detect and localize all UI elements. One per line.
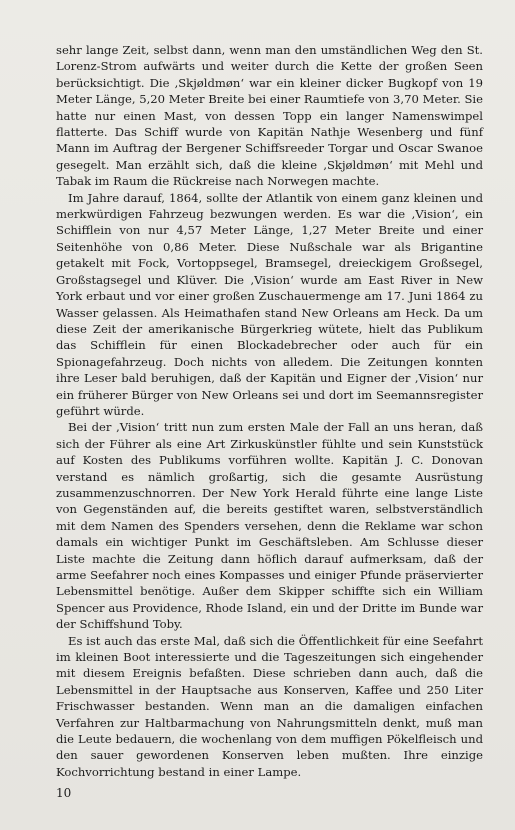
paragraph-4: Es ist auch das erste Mal, daß sich die Öffentlichkeit für eine Seefahrt im kleinen Boot interessierte und die Tageszeitungen sich eingehender mit diesem Ereignis befaßten. Diese schrieben dann auch, daß die Lebensmittel in der Hauptsache aus Konserven, Kaffee und 250 Liter Frischwasser bestanden. Wenn man an die damaligen einfachen Verfahren zur Haltbarmachung von Nahrungsmitteln denkt, muß man die Leute bedauern, die wochenlang von dem muffigen Pökelfleisch und den sauer gewordenen Konserven leben mußten. Ihre einzige Kochvorrichtung bestand in einer Lampe. <box>56 633 483 779</box>
body-text <box>56 42 483 780</box>
paragraph-2: Im Jahre darauf, 1864, sollte der Atlantik von einem ganz kleinen und merkwürdigen Fahrzeug bezwungen werden. Es war die ‚Vision‘, ein Schifflein von nur 4,57 Meter Länge, 1,27 Meter Breite und einer Seitenhöhe von 0,86 Meter. Diese Nußschale war als Brigantine getakelt mit Fock, Vortoppsegel, Bramsegel, dreieckigem Großsegel, Großstagsegel und Klüver. Die ‚Vision‘ wurde am East River in New York erbaut und vor einer großen Zuschauermenge am 17. Juni 1864 zu Wasser gelassen. Als Heimathafen stand New Orleans am Heck. Da um diese Zeit der amerikanische Bürgerkrieg wütete, hielt das Publikum das Schifflein für einen Blockadebrecher oder auch für ein Spionagefahrzeug. Doch nichts von alledem. Die Zeitungen konnten ihre Leser bald beruhigen, daß der Kapitän und Eigner der ‚Vision‘ nur ein früherer Bürger von New Orleans sei und dort im Seemannsregister geführt würde. <box>56 190 483 418</box>
paragraph-1: sehr lange Zeit, selbst dann, wenn man den umständlichen Weg den St. Lorenz-Strom aufwärts und weiter durch die Kette der großen Seen berücksichtigt. Die ‚Skjøldmøn‘ war ein kleiner dicker Bugkopf von 19 Meter Länge, 5,20 Meter Breite bei einer Raumtiefe von 3,70 Meter. Sie hatte nur einen Mast, von dessen Topp ein langer Namenswimpel flatterte. Das Schiff wurde von Kapitän Nathje Wesenberg und fünf Mann im Auftrag der Bergener Schiffsreeder Torgar und Oscar Swanoe gesegelt. Man erzählt sich, daß die kleine ‚Skjøldmøn‘ mit Mehl und Tabak im Raum die Rückreise nach Norwegen machte. <box>56 43 483 189</box>
page-number: 10 <box>56 786 72 800</box>
paragraph-3: Bei der ‚Vision‘ tritt nun zum ersten Male der Fall an uns heran, daß sich der Führer als eine Art Zirkuskünstler fühlte und sein Kunststück auf Kosten des Publikums vorführen wollte. Kapitän J. C. Donovan verstand es nämlich großartig, sich die gesamte Ausrüstung zusammenzuschnorren. Der New York Herald führte eine lange Liste von Gegenständen auf, die bereits gestiftet waren, selbstverständlich mit dem Namen des Spenders versehen, denn die Reklame war schon damals ein wichtiger Punkt im Geschäftsleben. Am Schlusse dieser Liste machte die Zeitung dann höflich darauf aufmerksam, daß der arme Seefahrer noch eines Kompasses und einiger Pfunde präservierter Lebensmittel benötige. Außer dem Skipper schiffte sich ein William Spencer aus Providence, Rhode Island, ein und der Dritte im Bunde war der Schiffshund Toby. <box>56 420 483 632</box>
